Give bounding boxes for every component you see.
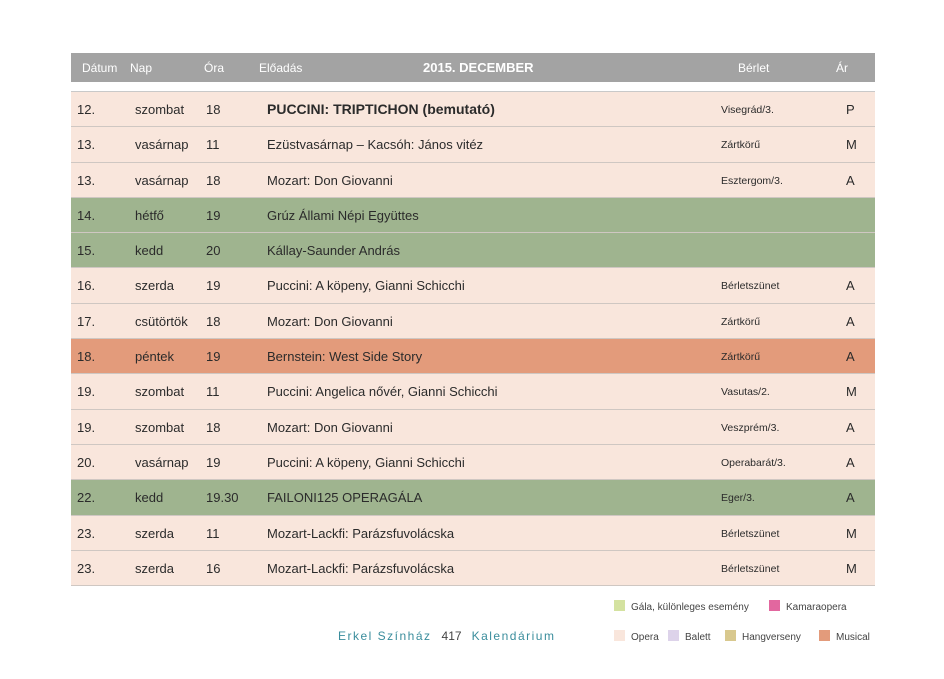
event-day: csütörtök [135,313,188,329]
event-time: 19 [206,454,221,470]
event-title: Mozart: Don Giovanni [267,419,393,435]
event-title: Mozart: Don Giovanni [267,313,393,329]
event-subscription: Bérletszünet [721,527,780,540]
event-row [71,551,875,586]
header-ora: Óra [204,61,225,75]
header-gap [71,82,875,92]
event-date: 23. [77,525,96,541]
event-subscription: Visegrád/3. [721,104,774,116]
event-row [71,233,875,268]
event-day: szombat [135,102,185,117]
header-eloadas: Előadás [259,61,303,75]
event-price: M [846,137,857,153]
page-footer [338,629,555,643]
event-row [71,92,875,127]
event-day: szombat [135,384,185,400]
event-date: 22. [77,490,96,506]
event-time: 19 [206,278,221,294]
header-ar: Ár [836,61,848,75]
event-day: szerda [135,560,175,576]
header-month: 2015. DECEMBER [423,60,534,75]
event-day: szombat [135,419,185,435]
event-date: 18. [77,349,96,365]
event-day: kedd [135,490,164,506]
event-time: 18 [206,172,221,188]
event-time: 19 [206,207,221,223]
header-datum: Dátum [82,61,118,75]
legend-hangverseny-label: Hangverseny [742,632,801,643]
event-price: A [846,278,855,294]
event-date: 19. [77,384,96,400]
event-title: Puccini: Angelica nővér, Gianni Schicchi [267,384,498,400]
legend-gala-label: Gála, különleges esemény [631,602,749,613]
event-list [71,92,875,586]
event-date: 16. [77,278,96,294]
event-title: Puccini: A köpeny, Gianni Schicchi [267,454,465,470]
event-subscription: Zártkörű [721,351,761,364]
event-time: 20 [206,243,221,259]
event-subscription: Bérletszünet [721,280,780,293]
event-title: Mozart: Don Giovanni [267,172,393,188]
event-date: 17. [77,313,96,329]
calendar-sheet [71,53,875,586]
legend-opera-label: Opera [631,632,659,643]
event-title: PUCCINI: TRIPTICHON (bemutató) [267,101,495,117]
footer-section-name: Kalendárium [471,629,556,643]
event-subscription: Esztergom/3. [721,174,783,187]
event-price: A [846,454,855,470]
legend-gala-swatch [614,600,625,611]
event-row [71,516,875,551]
event-day: szerda [135,278,175,294]
legend-opera [614,630,659,643]
event-time: 19.30 [206,490,239,506]
event-time: 18 [206,419,221,435]
event-date: 23. [77,560,96,576]
event-price: A [846,419,855,435]
event-day: vasárnap [135,454,189,470]
event-row [71,163,875,198]
event-price: A [846,349,855,365]
event-price: A [846,172,855,188]
event-date: 19. [77,419,96,435]
event-row [71,480,875,515]
event-price: P [846,102,855,117]
legend-opera-swatch [614,630,625,641]
legend-musical [819,630,870,643]
event-time: 18 [206,313,221,329]
event-date: 12. [77,102,96,117]
event-date: 13. [77,137,96,153]
legend-kamaraopera [769,600,847,613]
legend-kamaraopera-label: Kamaraopera [786,602,847,613]
legend-musical-swatch [819,630,830,641]
legend-kamaraopera-swatch [769,600,780,611]
event-subscription: Operabarát/3. [721,456,786,469]
legend-hangverseny-swatch [725,630,736,641]
event-row [71,410,875,445]
event-time: 16 [206,560,221,576]
event-time: 11 [206,384,220,400]
event-date: 14. [77,207,96,223]
event-row [71,445,875,480]
event-row [71,127,875,162]
event-title: Bernstein: West Side Story [267,349,423,365]
page-number: 417 [441,629,462,643]
event-time: 19 [206,349,221,365]
table-header [71,53,875,82]
legend-balett [668,630,711,643]
event-row [71,374,875,409]
legend-hangverseny [725,630,801,643]
legend-gala [614,600,749,613]
legend-balett-label: Balett [685,632,711,643]
event-subscription: Zártkörű [721,139,761,152]
event-title: Puccini: A köpeny, Gianni Schicchi [267,278,465,294]
legend-musical-label: Musical [836,632,870,643]
event-title: FAILONI125 OPERAGÁLA [267,490,423,506]
event-subscription: Eger/3. [721,492,755,505]
event-date: 13. [77,172,96,188]
event-title: Mozart-Lackfi: Parázsfuvolácska [267,525,455,541]
event-title: Mozart-Lackfi: Parázsfuvolácska [267,560,455,576]
event-row [71,198,875,233]
event-price: A [846,313,855,329]
event-time: 11 [206,137,220,153]
event-price: M [846,525,857,541]
footer-theatre-name: Erkel Színház [338,629,432,643]
header-nap: Nap [130,61,153,75]
event-price: M [846,560,857,576]
event-day: vasárnap [135,137,189,153]
legend-balett-swatch [668,630,679,641]
event-subscription: Zártkörű [721,315,761,328]
event-day: kedd [135,243,164,259]
event-date: 20. [77,454,96,470]
event-row [71,268,875,303]
event-time: 11 [206,525,220,541]
event-day: vasárnap [135,172,189,188]
event-row [71,339,875,374]
event-subscription: Bérletszünet [721,562,780,575]
event-price: M [846,384,857,400]
event-time: 18 [206,102,221,117]
event-day: péntek [135,349,175,365]
event-subscription: Vasutas/2. [721,386,770,399]
event-row [71,304,875,339]
event-day: szerda [135,525,175,541]
header-berlet: Bérlet [738,61,770,75]
event-day: hétfő [135,207,164,223]
event-subscription: Veszprém/3. [721,421,780,434]
event-date: 15. [77,243,96,259]
event-title: Kállay-Saunder András [267,243,400,259]
event-price: A [846,490,855,506]
event-title: Grúz Állami Népi Együttes [267,207,419,223]
event-title: Ezüstvasárnap – Kacsóh: János vitéz [267,137,484,153]
